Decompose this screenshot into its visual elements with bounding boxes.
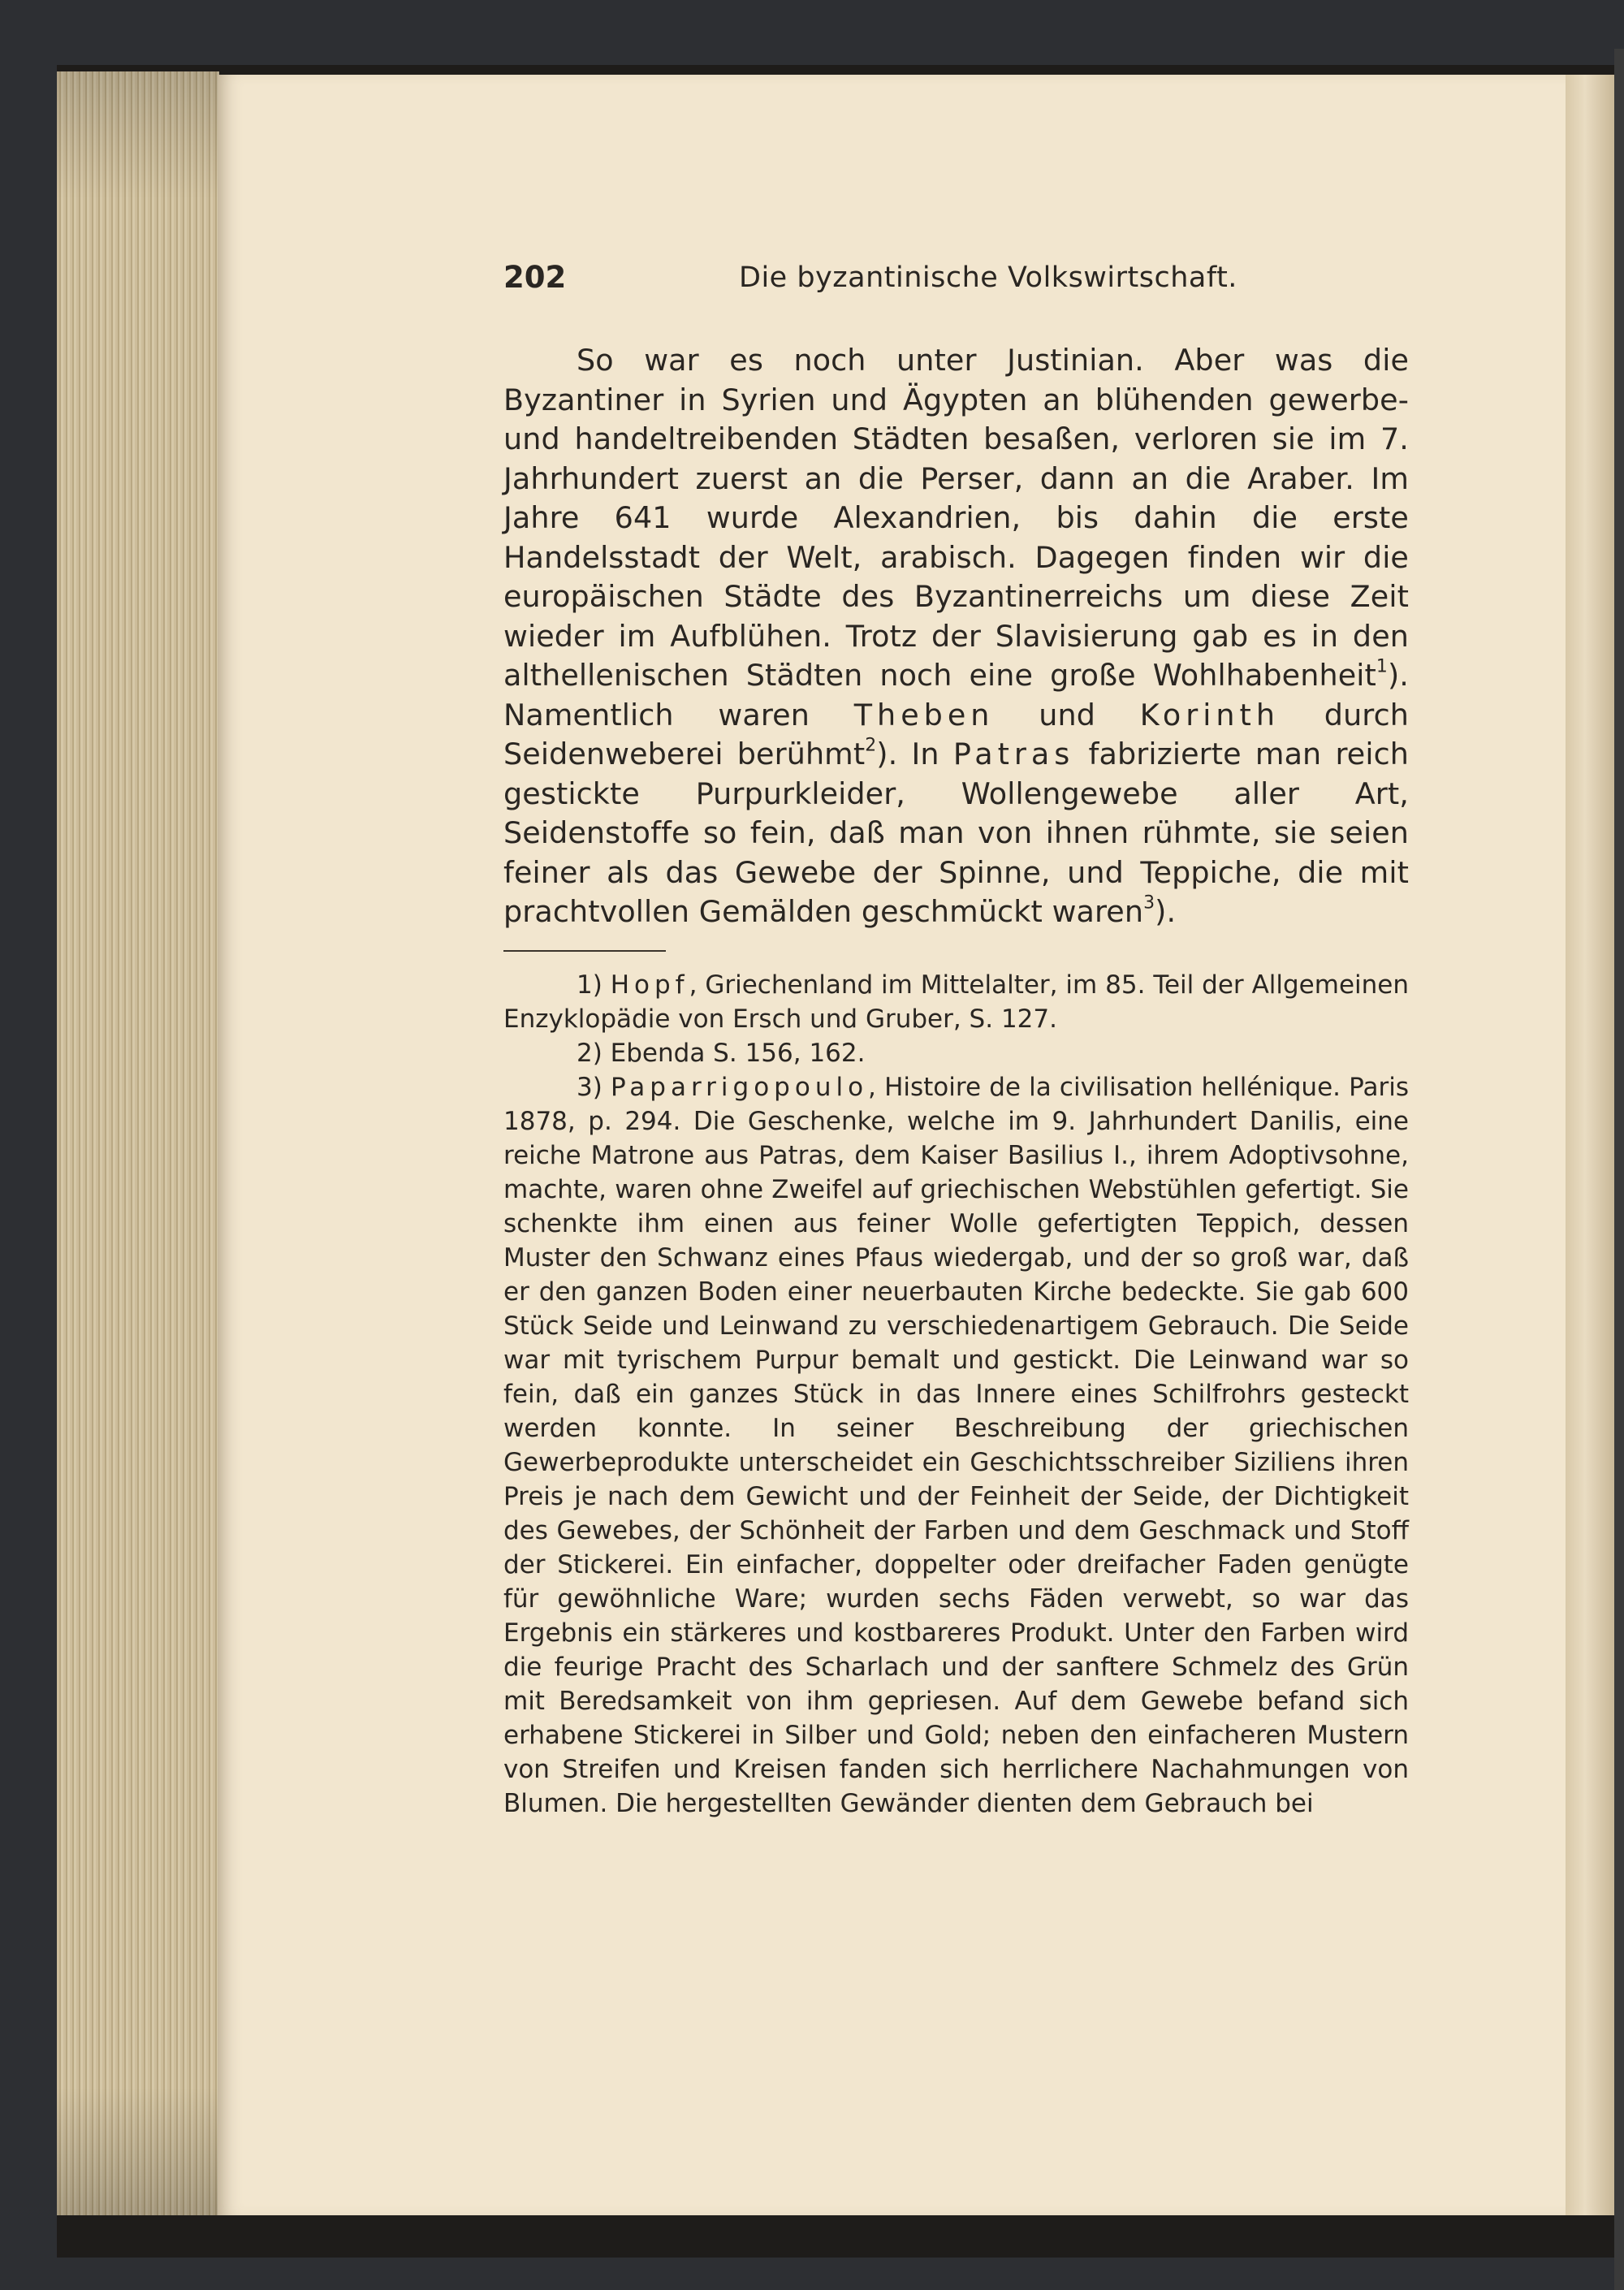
footnote-2: 2) Ebenda S. 156, 162. [577, 1038, 866, 1068]
footnote-rule [503, 950, 666, 952]
footnote-text: , Histoire de la civilisation hellénique. Paris 1878, p. 294. Die Geschenke, welche im 9. Jahrhundert Danilis, eine reiche Matrone aus Patras, dem Kaiser Basilius I., ihrem Adoptivsohne, machte, waren ohne Zweifel auf griechischen Webstühlen gefertigt. Sie schenkte ihm einen aus feiner Wolle gefertigten Teppich, dessen Muster den Schwanz eines Pfaus wiedergab, und der so groß war, daß er den ganzen Boden einer neuerbauten Kirche bedeckte. Sie gab 600 Stück Seide und Leinwand zu verschiedenartigem Gebrauch. Die Seide war mit tyrischem Purpur bemalt und gestickt. Die Leinwand war so fein, daß ein ganzes Stück in das Innere eines Schilfrohrs gesteckt werden konnte. In seiner Beschreibung der griechischen Gewerbeprodukte unterscheidet ein Geschichtsschreiber Siziliens ihren Preis je nach dem Gewicht und der Feinheit der Seide, der Dichtigkeit des Gewebes, der Schönheit der Farben und dem Geschmack und Stoff der Stickerei. Ein einfacher, doppelter oder dreifacher Faden genügte für gewöhnliche Ware; wurden sechs Fäden verwebt, so war das Ergebnis ein stärkeres und kostbareres Produkt. Unter den Farben wird die feurige Pracht des Scharlach und der sanftere Schmelz des Grün mit Beredsamkeit von ihm gepriesen. Auf dem Gewebe befand sich erhabene Stickerei in Silber und Gold; neben den einfacheren Mustern von Streifen und Kreisen fanden sich herrlichere Nachahmungen von Blumen. Die hergestellten Gewänder dienten dem Gebrauch bei [503, 1072, 1409, 1818]
text-run: durch Seidenweberei berühmt [503, 697, 1410, 771]
spaced-word-korinth: Korinth [1139, 697, 1280, 732]
spaced-word-patras: Patras [952, 737, 1075, 771]
footnote-ref-1: 1 [1376, 656, 1388, 677]
footnote-number: 1) [577, 970, 611, 1000]
page-content [503, 260, 1409, 1821]
footnote-1 [503, 968, 1409, 1036]
footnote-number: 3) [577, 1072, 611, 1102]
text-run: und [994, 697, 1140, 732]
footnote-3 [503, 1070, 1409, 1821]
paragraph [503, 341, 1409, 932]
footnote-ref-3: 3 [1143, 892, 1155, 914]
page-edges [57, 71, 219, 2215]
text-run: ). [1155, 894, 1177, 929]
running-head-title: Die byzantinische Volkswirtschaft. [739, 261, 1237, 294]
footnotes [503, 968, 1409, 1821]
footnote-author: Paparrigopoulo [611, 1072, 869, 1102]
page-number: 202 [503, 260, 567, 295]
footnote-text: , Griechenland im Mittelalter, im 85. Teil der Allgemeinen Enzyklopädie von Ersch und Gruber, S. 127. [503, 970, 1410, 1034]
text-run: fabrizierte man reich gestickte Purpurkleider, Wollengewebe aller Art, Seidenstoffe so fein, daß man von ihnen rühmte, sie seien feiner als das Gewebe der Spinne, und Teppiche, die mit prachtvollen Gemälden geschmückt waren [503, 737, 1409, 929]
footnote-author: Hopf [610, 970, 689, 1000]
footnote-ref-2: 2 [865, 735, 877, 756]
text-run: ). Namentlich waren [503, 658, 1409, 732]
main-paragraph [503, 341, 1409, 932]
running-head [503, 260, 1409, 309]
text-run: So war es noch unter Justinian. Aber was die Byzantiner in Syrien und Ägypten an blühenden gewerbe- und handeltreibenden Städten besaßen, verloren sie im 7. Jahrhundert zuerst an die Perser, dann an die Araber. Im Jahre 641 wurde Alexandrien, bis dahin die erste Handelsstadt der Welt, arabisch. Dagegen finden wir die europäischen Städte des Byzantinerreichs um diese Zeit wieder im Aufblühen. Trotz der Slavisierung gab es in den althellenischen Städten noch eine große Wohlhabenheit [503, 343, 1409, 693]
spaced-word-theben: Theben [853, 697, 995, 732]
right-gutter [1614, 49, 1624, 2290]
right-page-edge [1566, 75, 1614, 2215]
text-run: ). In [876, 737, 953, 771]
